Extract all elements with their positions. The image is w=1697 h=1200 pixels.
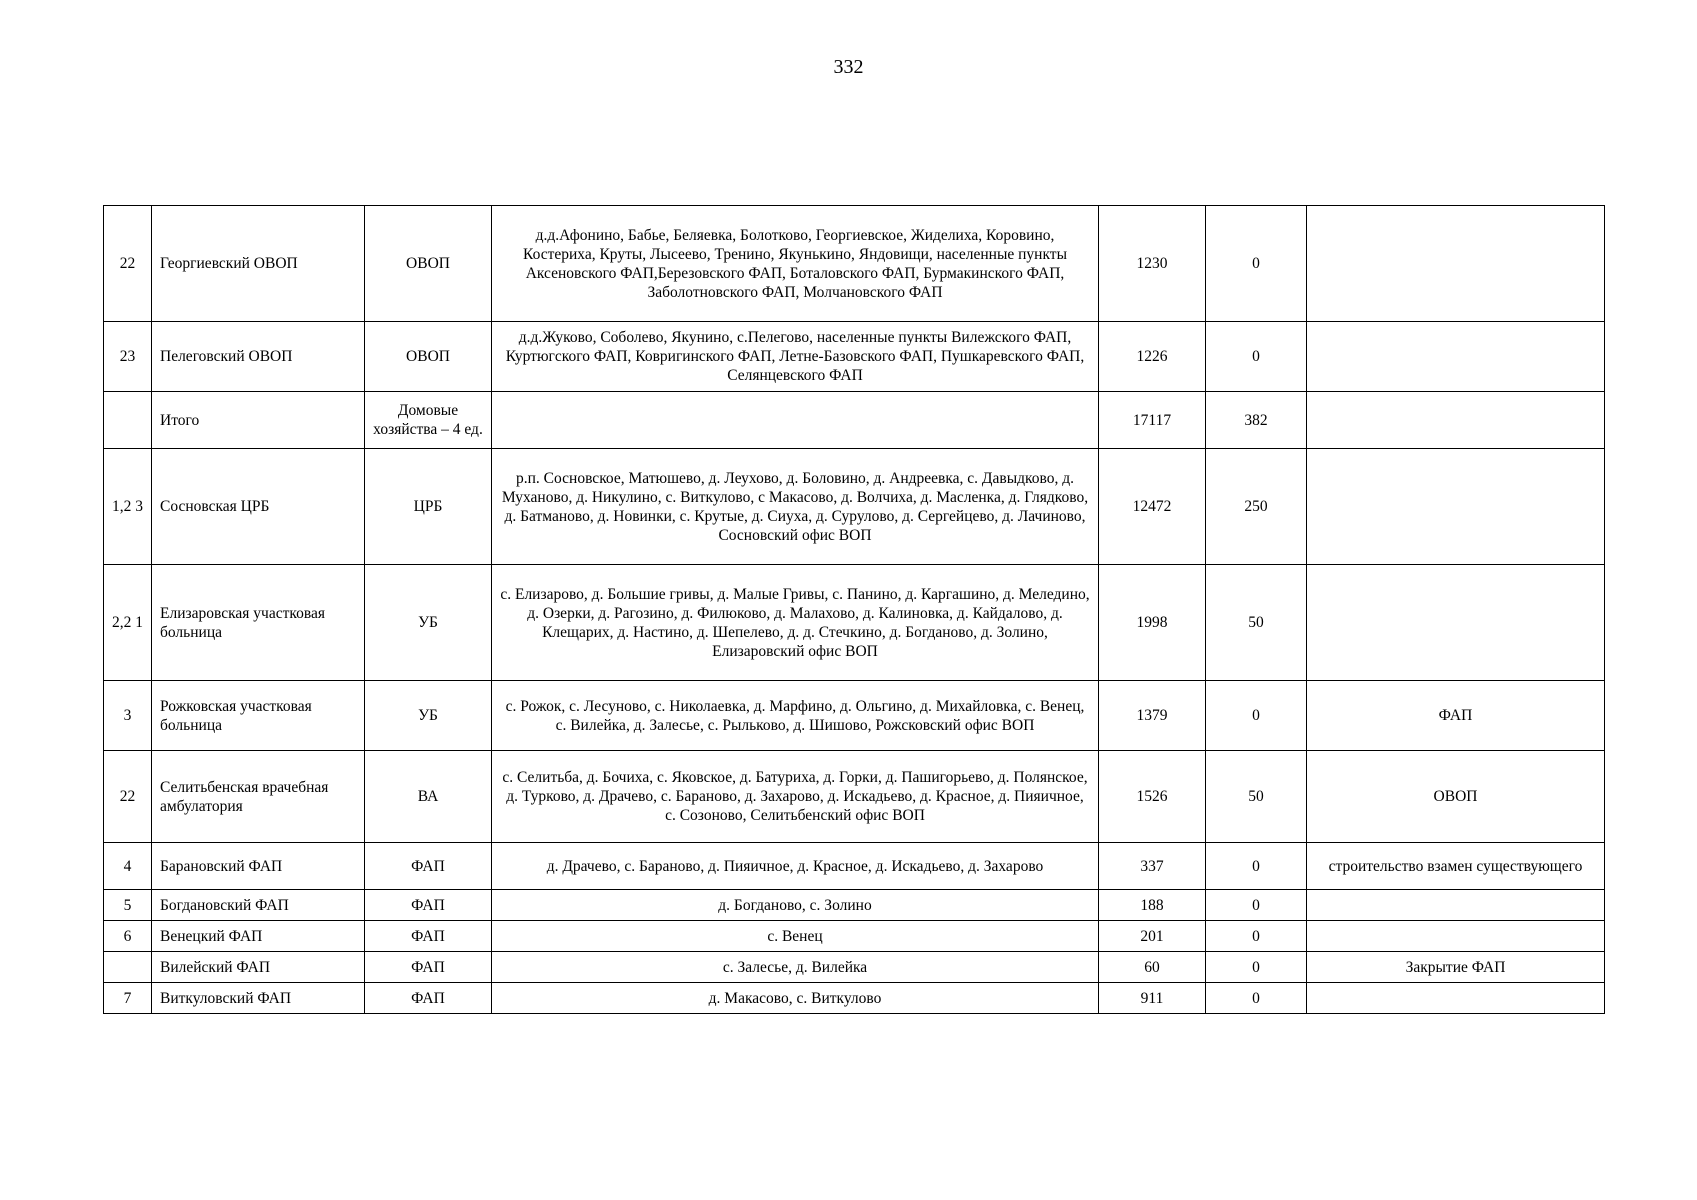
table-row [104,983,1605,1014]
facility-name: Георгиевский ОВОП [152,206,365,322]
note-cell [1307,983,1605,1014]
note-cell [1307,322,1605,392]
served-localities: д. Драчево, с. Бараново, д. Пияичное, д. Красное, д. Искадьево, д. Захарово [492,843,1099,890]
facility-name: Итого [152,392,365,449]
note-cell [1307,449,1605,565]
row-number: 2,2 1 [104,565,152,681]
note-cell [1307,921,1605,952]
row-number: 6 [104,921,152,952]
table-row [104,392,1605,449]
facility-name: Виткуловский ФАП [152,983,365,1014]
facility-name: Рожковская участковая больница [152,681,365,751]
facility-name: Селитьбенская врачебная амбулатория [152,751,365,843]
facility-type: ФАП [365,843,492,890]
facility-type: УБ [365,565,492,681]
served-localities: с. Залесье, д. Вилейка [492,952,1099,983]
population-value: 12472 [1099,449,1206,565]
beds-value: 0 [1206,206,1307,322]
facility-name: Елизаровская участковая больница [152,565,365,681]
facility-name: Венецкий ФАП [152,921,365,952]
table-row [104,890,1605,921]
row-number: 7 [104,983,152,1014]
note-cell [1307,392,1605,449]
table-row [104,206,1605,322]
row-number: 22 [104,751,152,843]
row-number [104,952,152,983]
population-value: 1998 [1099,565,1206,681]
note-cell: строительство взамен существующего [1307,843,1605,890]
beds-value: 0 [1206,843,1307,890]
population-value: 1230 [1099,206,1206,322]
facilities-table [103,205,1605,1014]
row-number: 5 [104,890,152,921]
table-row [104,681,1605,751]
facility-type: ВА [365,751,492,843]
served-localities: с. Елизарово, д. Большие гривы, д. Малые Гривы, с. Панино, д. Каргашино, д. Меледино, д. Озерки, д. Рагозино, д. Филюково, д. Малахово, д. Калиновка, д. Кайдалово, д. Клещарих, д. Настино, д. Шепелево, д. д. Стечкино, д. Богданово, д. Золино, Елизаровский офис ВОП [492,565,1099,681]
population-value: 337 [1099,843,1206,890]
table-row [104,921,1605,952]
served-localities [492,392,1099,449]
beds-value: 382 [1206,392,1307,449]
beds-value: 0 [1206,681,1307,751]
beds-value: 0 [1206,983,1307,1014]
facility-type: ФАП [365,983,492,1014]
population-value: 1526 [1099,751,1206,843]
note-cell [1307,565,1605,681]
facility-name: Богдановский ФАП [152,890,365,921]
facility-type: ОВОП [365,206,492,322]
table-row [104,449,1605,565]
facility-type: УБ [365,681,492,751]
facility-name: Вилейский ФАП [152,952,365,983]
population-value: 911 [1099,983,1206,1014]
note-cell [1307,890,1605,921]
row-number [104,392,152,449]
row-number: 23 [104,322,152,392]
population-value: 1226 [1099,322,1206,392]
served-localities: с. Рожок, с. Лесуново, с. Николаевка, д. Марфино, д. Ольгино, д. Михайловка, с. Венец, с. Вилейка, д. Залесье, с. Рыльково, д. Шишово, Рожсковский офис ВОП [492,681,1099,751]
facility-name: Пелеговский ОВОП [152,322,365,392]
facility-name: Барановский ФАП [152,843,365,890]
facility-name: Сосновская ЦРБ [152,449,365,565]
note-cell: ФАП [1307,681,1605,751]
served-localities: д.д.Афонино, Бабье, Беляевка, Болотково, Георгиевское, Жиделиха, Коровино, Костериха, Круты, Лысеево, Тренино, Якунькино, Яндовищи, населенные пункты Аксеновского ФАП,Березовского ФАП, Боталовского ФАП, Бурмакинского ФАП, Заболотновского ФАП, Молчановского ФАП [492,206,1099,322]
facility-type: ФАП [365,921,492,952]
row-number: 3 [104,681,152,751]
table-row [104,952,1605,983]
beds-value: 50 [1206,565,1307,681]
facility-type: ЦРБ [365,449,492,565]
served-localities: д.д.Жуково, Соболево, Якунино, с.Пелегово, населенные пункты Вилежского ФАП, Куртюгского ФАП, Ковригинского ФАП, Летне-Базовского ФАП, Пушкаревского ФАП, Селянцевского ФАП [492,322,1099,392]
note-cell: ОВОП [1307,751,1605,843]
table-row [104,751,1605,843]
served-localities: р.п. Сосновское, Матюшево, д. Леухово, д. Боловино, д. Андреевка, с. Давыдково, д. Муханово, д. Никулино, с. Виткулово, с Макасово, д. Волчиха, д. Масленка, д. Глядково, д. Батманово, д. Новинки, с. Крутые, д. Сиуха, д. Сурулово, д. Сергейцево, д. Лачиново, Сосновский офис ВОП [492,449,1099,565]
beds-value: 0 [1206,952,1307,983]
facility-type: Домовые хозяйства – 4 ед. [365,392,492,449]
facility-type: ФАП [365,890,492,921]
served-localities: с. Селитьба, д. Бочиха, с. Яковское, д. Батуриха, д. Горки, д. Пашигорьево, д. Полянское, д. Турково, д. Драчево, с. Бараново, д. Захарово, д. Искадьево, д. Красное, д. Пияичное, с. Созоново, Селитьбенский офис ВОП [492,751,1099,843]
note-cell: Закрытие ФАП [1307,952,1605,983]
facility-type: ФАП [365,952,492,983]
table-row [104,565,1605,681]
population-value: 60 [1099,952,1206,983]
row-number: 22 [104,206,152,322]
beds-value: 0 [1206,921,1307,952]
beds-value: 50 [1206,751,1307,843]
served-localities: д. Богданово, с. Золино [492,890,1099,921]
population-value: 1379 [1099,681,1206,751]
page-number: 332 [833,56,864,78]
row-number: 4 [104,843,152,890]
beds-value: 0 [1206,890,1307,921]
beds-value: 250 [1206,449,1307,565]
note-cell [1307,206,1605,322]
beds-value: 0 [1206,322,1307,392]
population-value: 17117 [1099,392,1206,449]
served-localities: д. Макасово, с. Виткулово [492,983,1099,1014]
table-row [104,322,1605,392]
row-number: 1,2 3 [104,449,152,565]
served-localities: с. Венец [492,921,1099,952]
population-value: 188 [1099,890,1206,921]
facility-type: ОВОП [365,322,492,392]
population-value: 201 [1099,921,1206,952]
table-row [104,843,1605,890]
